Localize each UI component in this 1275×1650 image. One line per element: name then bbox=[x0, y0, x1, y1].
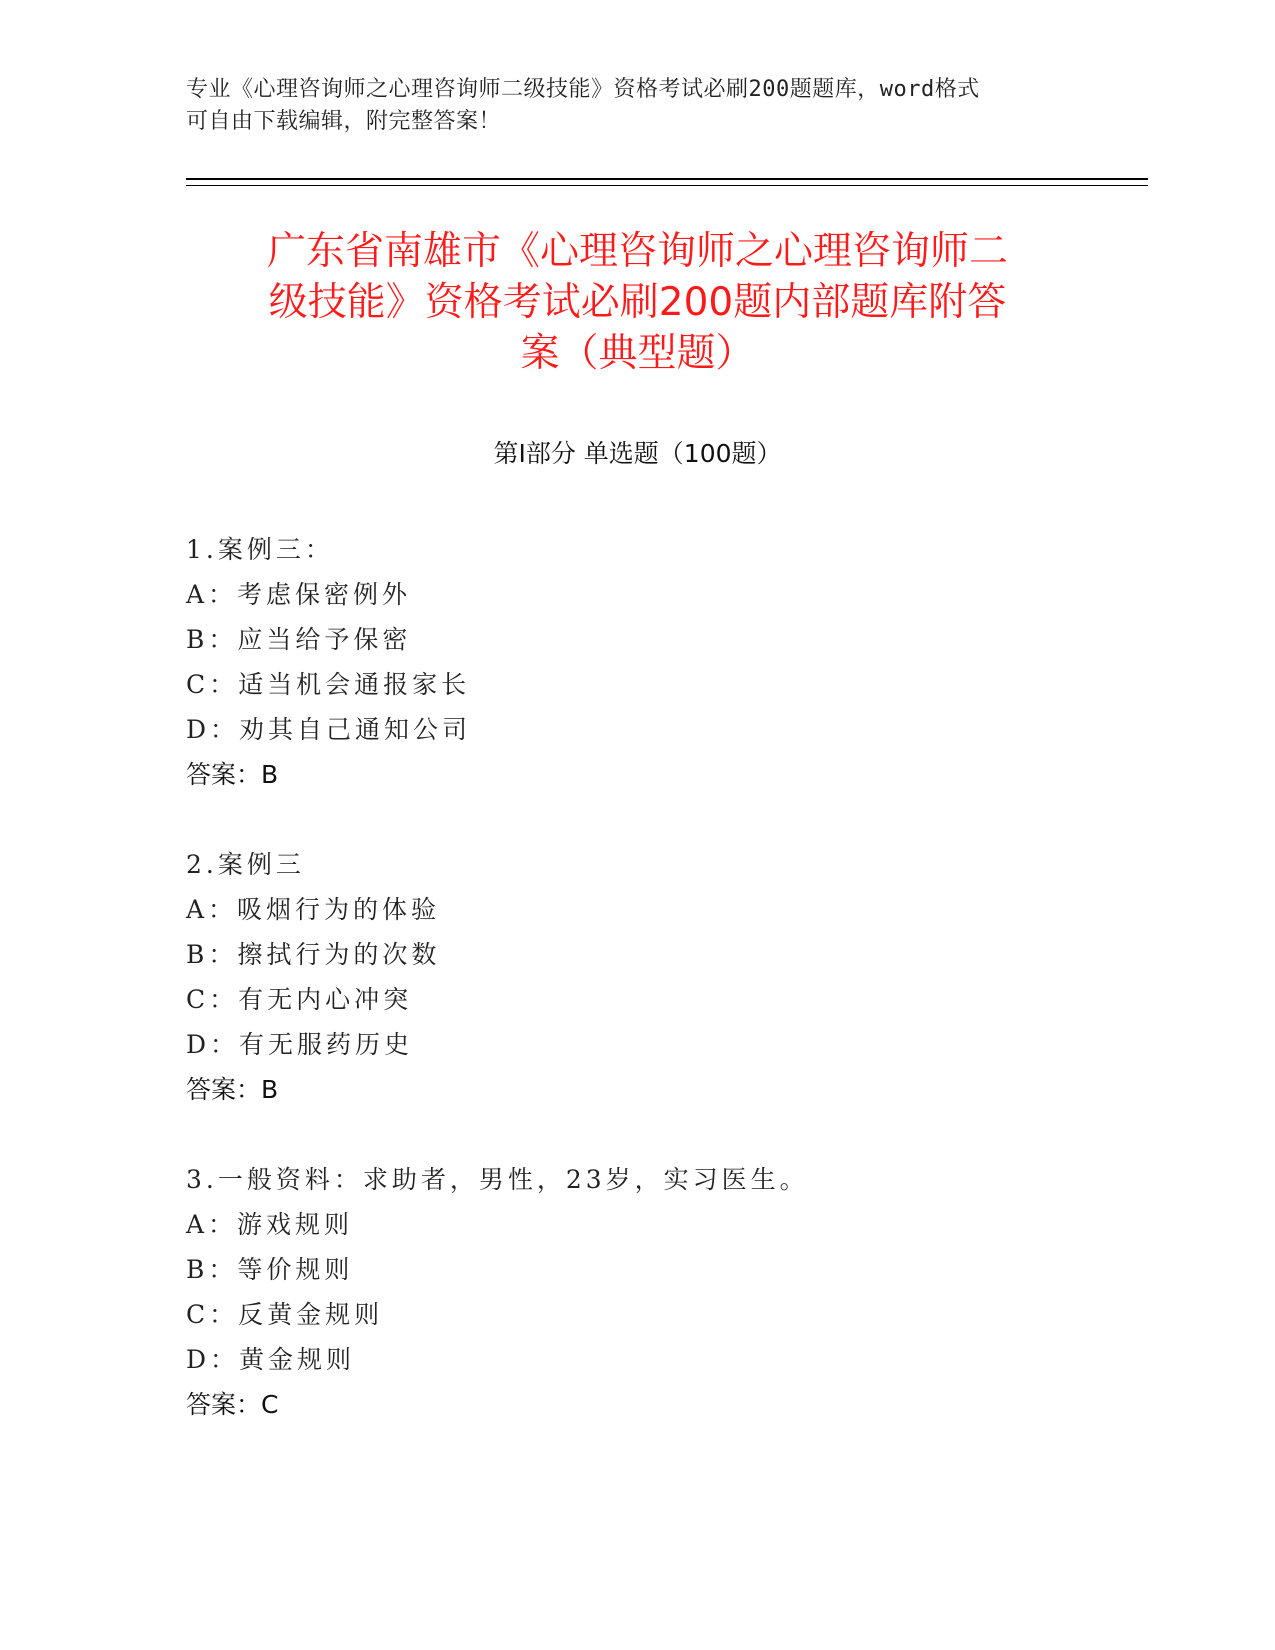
option-b: B：等价规则 bbox=[186, 1255, 354, 1284]
document-title bbox=[186, 226, 1089, 379]
option-c: C：反黄金规则 bbox=[186, 1300, 384, 1329]
option-b: B：应当给予保密 bbox=[186, 625, 412, 654]
option-c: C：有无内心冲突 bbox=[186, 985, 413, 1014]
question-stem: 2.案例三 bbox=[186, 850, 305, 879]
question-spacer bbox=[186, 1112, 1086, 1157]
answer-line: 答案：B bbox=[186, 1075, 279, 1104]
question-item bbox=[186, 842, 1086, 1112]
option-d: D：黄金规则 bbox=[186, 1345, 356, 1374]
option-b: B：擦拭行为的次数 bbox=[186, 940, 441, 969]
answer-line: 答案：C bbox=[186, 1390, 279, 1419]
option-a: A：考虑保密例外 bbox=[186, 580, 412, 609]
document-title-line-3: 案（典型题） bbox=[520, 331, 755, 376]
document-title-line-1: 广东省南雄市《心理咨询师之心理咨询师二 bbox=[266, 229, 1008, 274]
question-spacer bbox=[186, 797, 1086, 842]
section-title: 第Ⅰ部分 单选题（100题） bbox=[493, 439, 782, 468]
question-stem: 3.一般资料：求助者，男性，23岁，实习医生。 bbox=[186, 1165, 809, 1194]
option-a: A：游戏规则 bbox=[186, 1210, 354, 1239]
header-rule-thick bbox=[186, 178, 1148, 180]
question-stem: 1.案例三： bbox=[186, 535, 334, 564]
question-list bbox=[186, 527, 1086, 1427]
option-c: C：适当机会通报家长 bbox=[186, 670, 471, 699]
question-item bbox=[186, 527, 1086, 797]
option-d: D：有无服药历史 bbox=[186, 1030, 414, 1059]
header-note-line-1: 专业《心理咨询师之心理咨询师二级技能》资格考试必刷200题题库，word格式 bbox=[186, 77, 980, 102]
answer-line: 答案：B bbox=[186, 760, 279, 789]
question-item bbox=[186, 1157, 1086, 1427]
option-a: A：吸烟行为的体验 bbox=[186, 895, 441, 924]
header-note-line-2: 可自由下载编辑，附完整答案！ bbox=[186, 109, 502, 134]
header-rule-thin bbox=[186, 185, 1148, 186]
header-note bbox=[186, 74, 1066, 138]
document-title-line-2: 级技能》资格考试必刷200题内部题库附答 bbox=[268, 280, 1007, 325]
option-d: D：劝其自己通知公司 bbox=[186, 715, 472, 744]
